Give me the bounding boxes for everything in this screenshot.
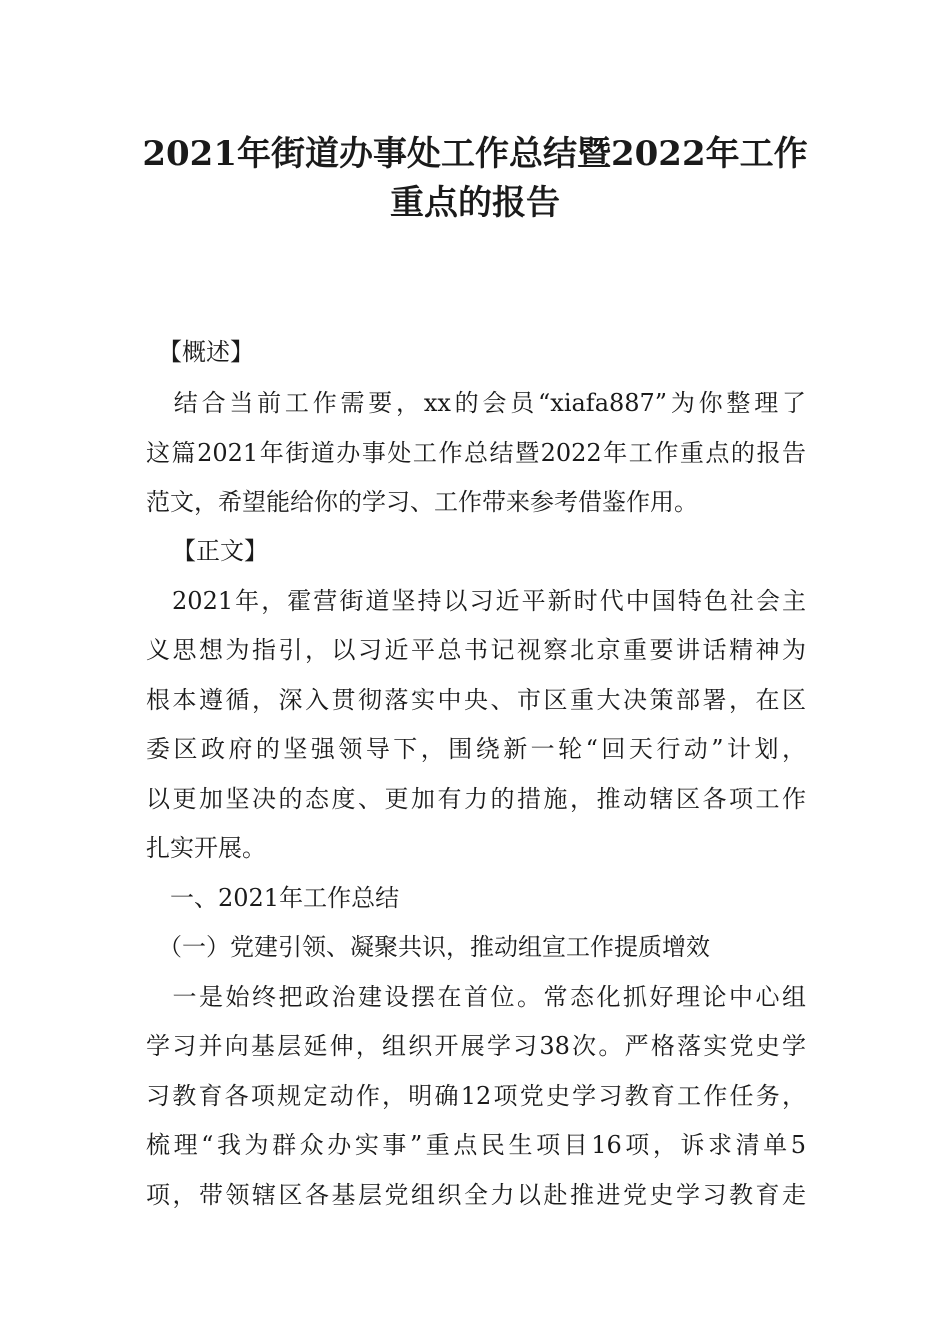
subsection-heading: （一）党建引领、凝聚共识，推动组宣工作提质增效: [146, 933, 710, 961]
paragraph-line: 一是始终把政治建设摆在首位。常态化抓好理论中心组: [146, 983, 806, 1011]
paragraph-line: 梳理“我为群众办实事”重点民生项目16项，诉求清单5: [146, 1131, 806, 1159]
paragraph-line: 2021年，霍营街道坚持以习近平新时代中国特色社会主: [146, 587, 806, 615]
paragraph-line: 委区政府的坚强领导下，围绕新一轮“回天行动”计划，: [146, 735, 806, 763]
paragraph-line: 义思想为指引，以习近平总书记视察北京重要讲话精神为: [146, 636, 806, 664]
document-title-line-1: 2021年街道办事处工作总结暨2022年工作: [142, 134, 808, 174]
paragraph-line: 范文，希望能给你的学习、工作带来参考借鉴作用。: [146, 488, 698, 516]
paragraph-line: 扎实开展。: [146, 834, 266, 862]
section-label-body: 【正文】: [172, 537, 268, 565]
paragraph-line: 这篇2021年街道办事处工作总结暨2022年工作重点的报告: [146, 439, 806, 467]
section-label-overview: 【概述】: [146, 338, 254, 366]
document-title-line-2: 重点的报告: [390, 183, 560, 223]
paragraph-line: 习教育各项规定动作，明确12项党史学习教育工作任务，: [146, 1082, 806, 1110]
paragraph-line: 以更加坚决的态度、更加有力的措施，推动辖区各项工作: [146, 785, 806, 813]
paragraph-line: 学习并向基层延伸，组织开展学习38次。严格落实党史学: [146, 1032, 806, 1060]
paragraph-line: 项，带领辖区各基层党组织全力以赴推进党史学习教育走: [146, 1181, 806, 1209]
paragraph-line: 根本遵循，深入贯彻落实中央、市区重大决策部署，在区: [146, 686, 806, 714]
section-heading: 一、2021年工作总结: [146, 884, 400, 912]
paragraph-line: 结合当前工作需要，xx的会员“xiafa887”为你整理了: [146, 389, 806, 417]
